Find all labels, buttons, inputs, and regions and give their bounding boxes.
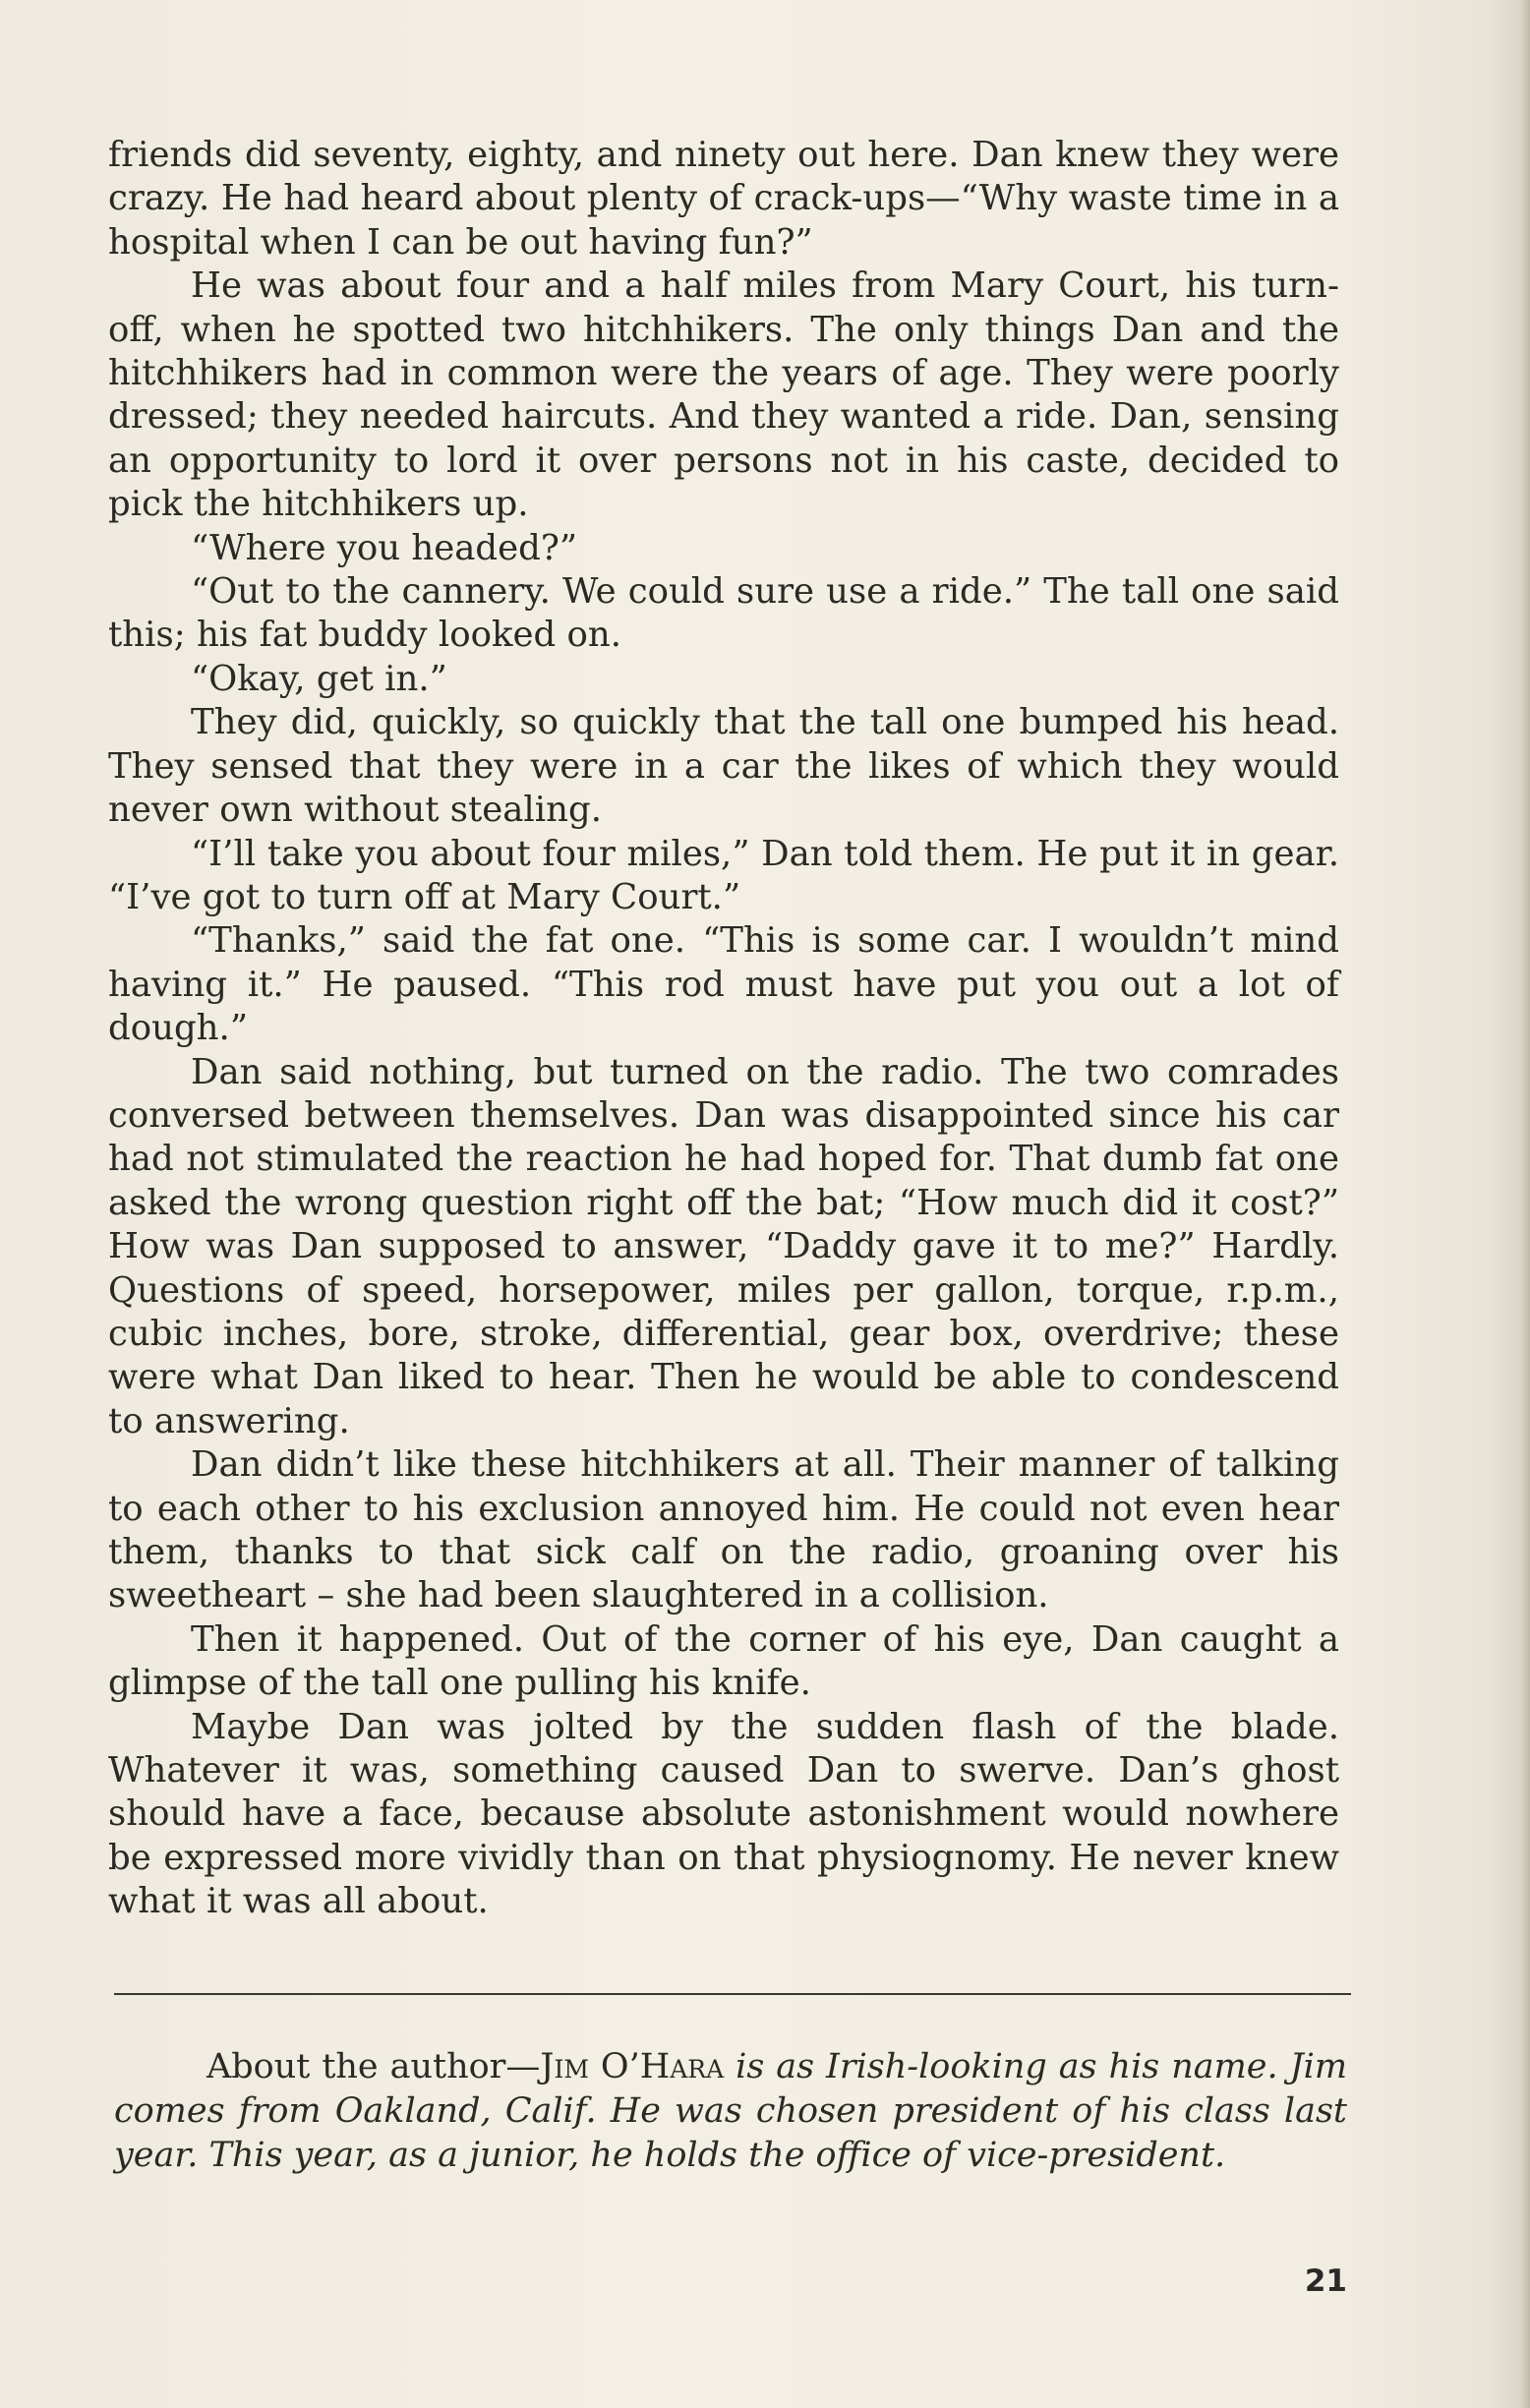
story-text — [108, 134, 1339, 1924]
paragraph: He was about four and a half miles from Mary Court, his turn-off, when he spotted two hitchhikers. The only things Dan and the hitchhikers had in common were the years of age. They were poorly dressed; they needed haircuts. And they wanted a ride. Dan, sensing an opportunity to lord it over persons not in his caste, decided to pick the hitchhikers up. — [108, 265, 1339, 525]
paragraph: Then it happened. Out of the corner of his eye, Dan caught a glimpse of the tall one pulling his knife. — [108, 1618, 1339, 1704]
author-name: Jim O’Hara — [540, 2047, 725, 2086]
author-note-lead: About the author— — [206, 2047, 541, 2086]
paragraph: “Okay, get in.” — [191, 658, 447, 699]
paragraph: friends did seventy, eighty, and ninety out here. Dan knew they were crazy. He had heard about plenty of crack-ups—“Why waste time in a hospital when I can be out having fun?” — [108, 135, 1339, 263]
section-divider — [114, 1993, 1351, 1995]
paragraph: They did, quickly, so quickly that the tall one bumped his head. They sensed that they were in a car the likes of which they would never own without stealing. — [108, 702, 1339, 831]
paragraph: Maybe Dan was jolted by the sudden flash of the blade. Whatever it was, something caused Dan to swerve. Dan’s ghost should have a face, because absolute astonishment would nowhere be expressed more vividly than on that physiognomy. He never knew what it was all about. — [108, 1706, 1339, 1922]
paragraph: “Out to the cannery. We could sure use a ride.” The tall one said this; his fat buddy looked on. — [108, 571, 1339, 656]
paragraph: “Where you headed?” — [191, 527, 578, 568]
paragraph: Dan said nothing, but turned on the radio. The two comrades conversed between themselves. Dan was disappointed since his car had not stimulated the reaction he had hoped for. That dumb fat one asked the wrong question right off the bat; “How much did it cost?” How was Dan supposed to answer, “Daddy gave it to me?” Hardly. Questions of speed, horsepower, miles per gallon, torque, r.p.m., cubic inches, bore, stroke, differential, gear box, overdrive; these were what Dan liked to hear. Then he would be able to condescend to answering. — [108, 1051, 1339, 1441]
page-edge-shadow — [1520, 0, 1530, 2408]
paragraph: “I’ll take you about four miles,” Dan told them. He put it in gear. “I’ve got to turn off at Mary Court.” — [108, 833, 1339, 917]
about-the-author — [114, 2045, 1347, 2178]
paragraph: Dan didn’t like these hitchhikers at all. Their manner of talking to each other to his exclusion annoyed him. He could not even hear them, thanks to that sick calf on the radio, groaning over his sweetheart – she had been slaughtered in a collision. — [108, 1444, 1339, 1616]
paragraph: “Thanks,” said the fat one. “This is some car. I wouldn’t mind having it.” He paused. “This rod must have put you out a lot of dough.” — [108, 920, 1339, 1049]
author-bio: is as Irish-looking as his name. Jim comes from Oakland, Calif. He was chosen president of his class last year. This year, as a junior, he holds the office of vice-president. — [114, 2047, 1348, 2175]
author-note — [114, 2045, 1347, 2178]
page-number: 21 — [1304, 2263, 1347, 2299]
